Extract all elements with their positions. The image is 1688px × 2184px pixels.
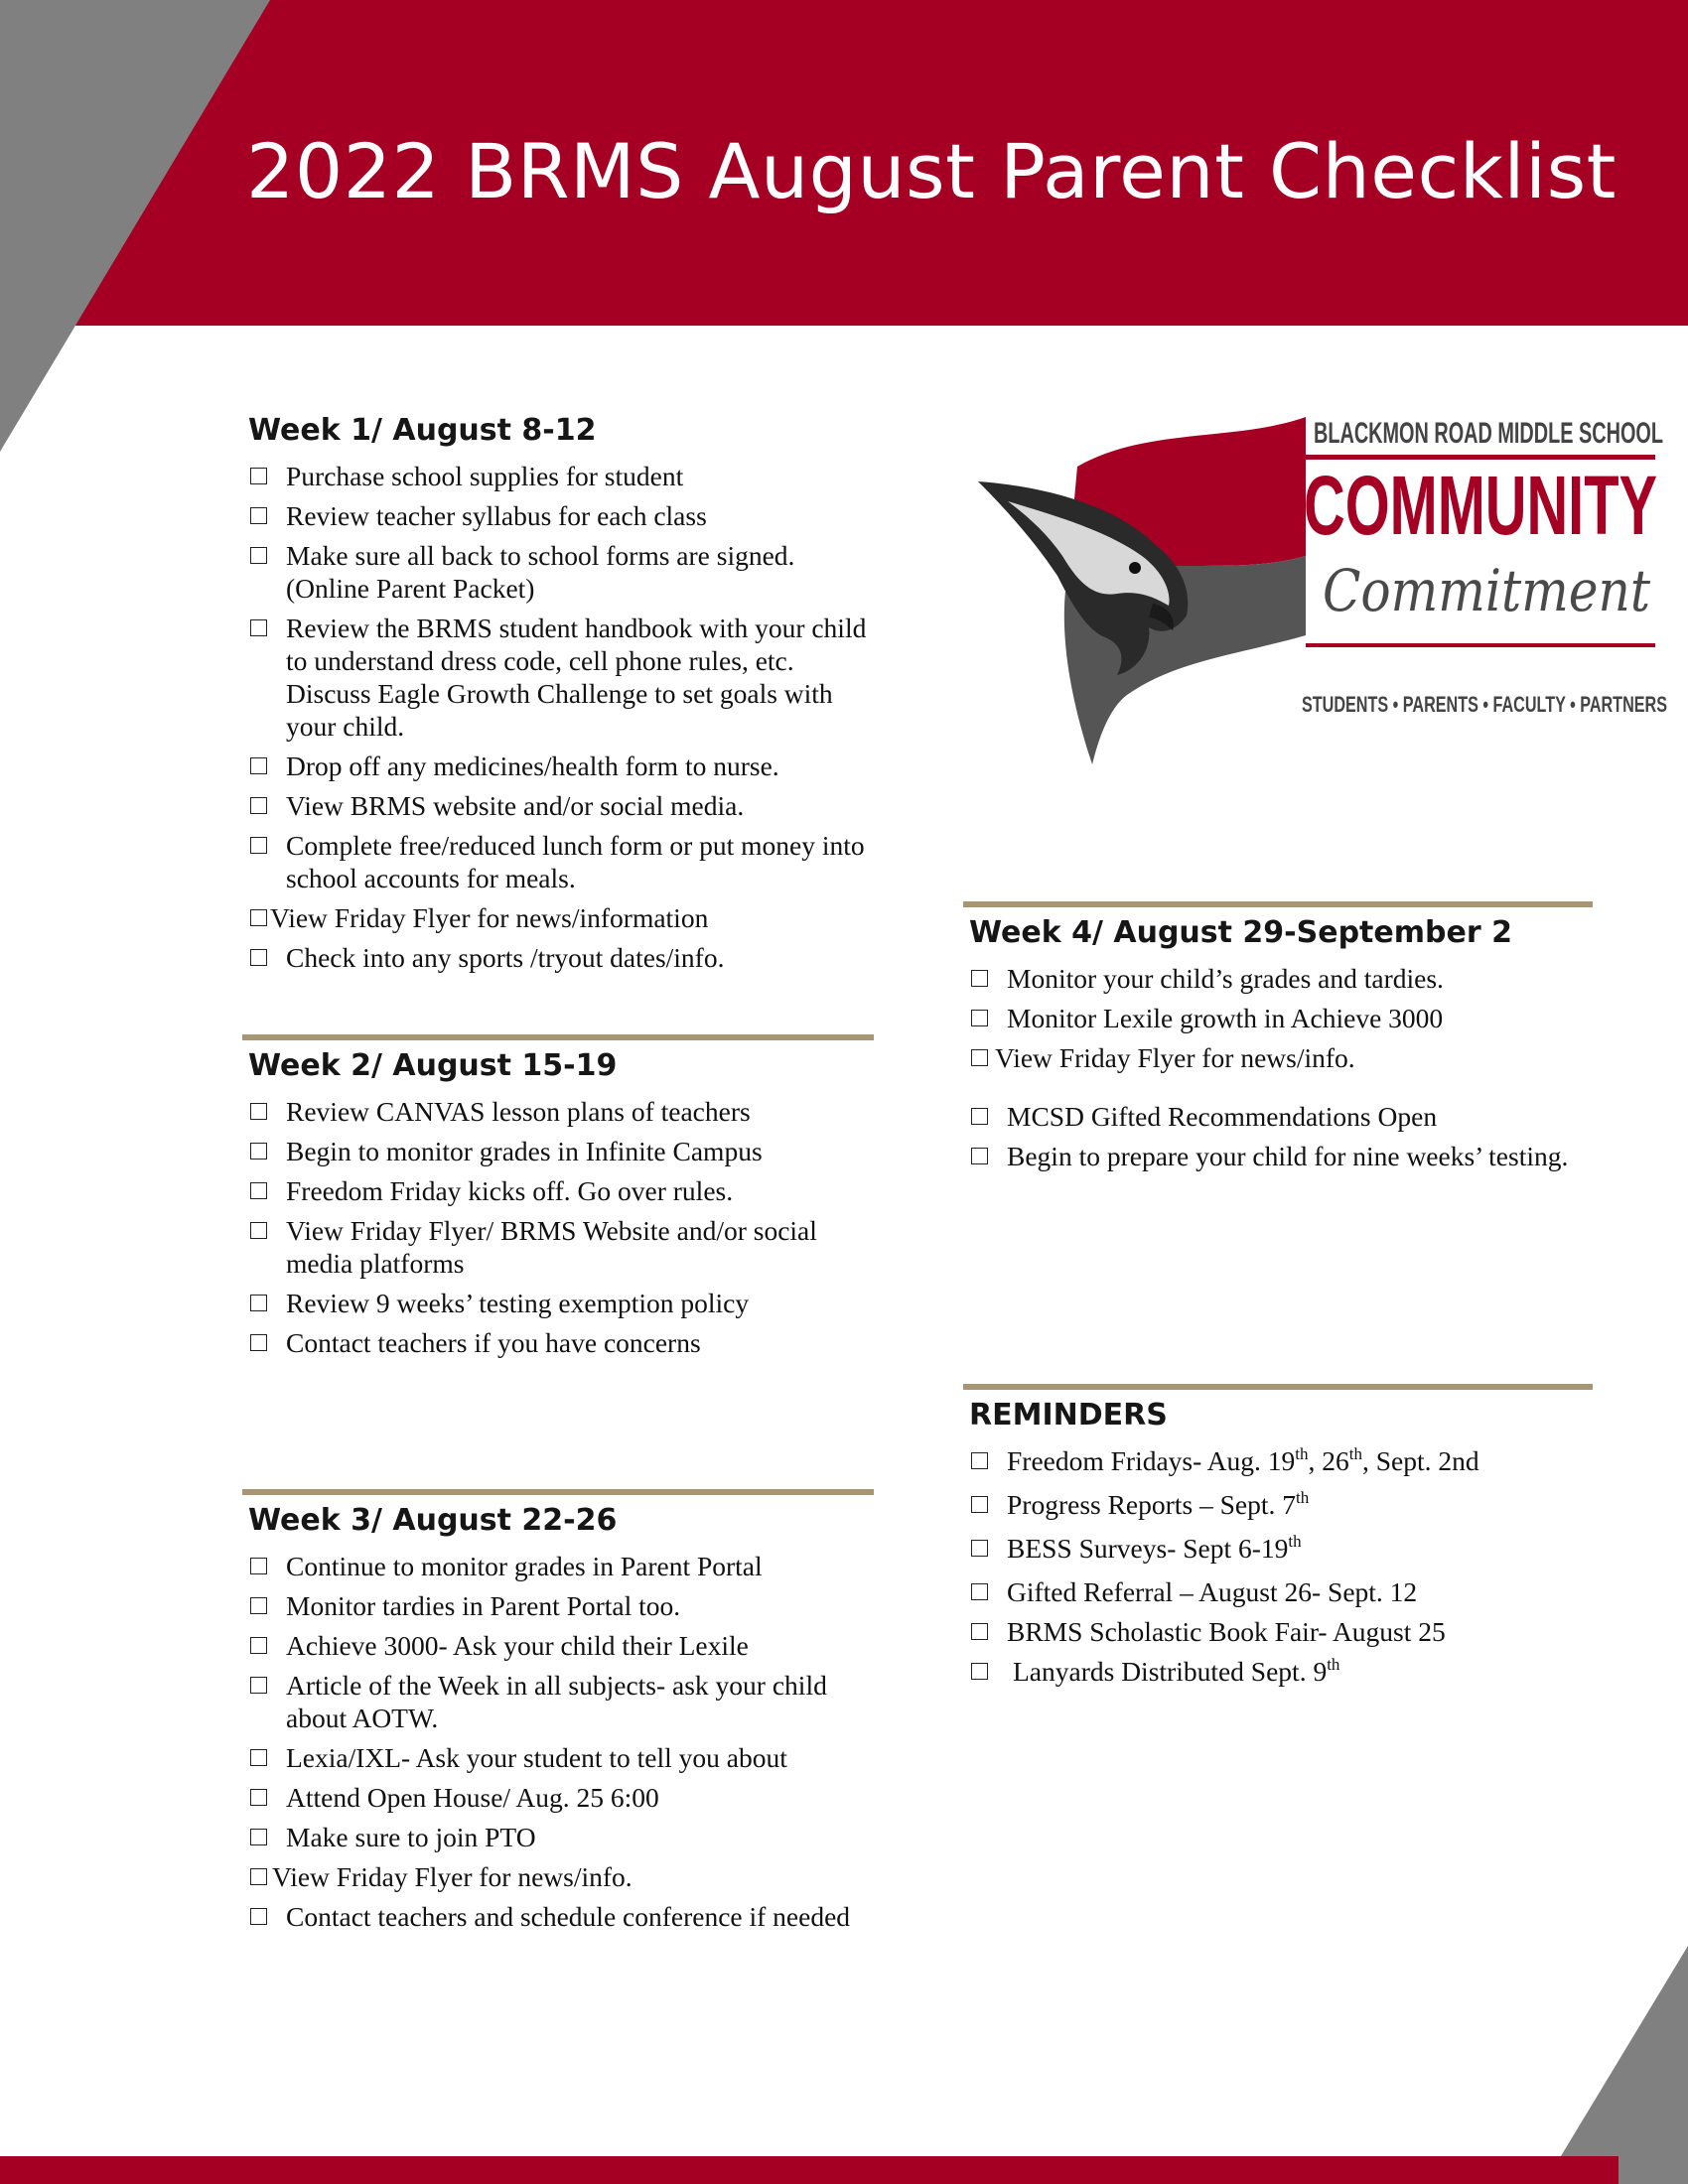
checkbox[interactable] bbox=[250, 1334, 267, 1351]
logo-rule-bottom bbox=[1306, 643, 1655, 647]
week2-heading: Week 2/ August 15-19 bbox=[248, 1048, 618, 1083]
checkbox[interactable] bbox=[250, 1103, 267, 1120]
reminders-section bbox=[963, 1384, 1593, 1699]
list-item: Make sure to join PTO bbox=[242, 1821, 874, 1853]
school-logo bbox=[978, 407, 1667, 774]
list-item: Review teacher syllabus for each class bbox=[242, 499, 878, 532]
list-item: Freedom Fridays- Aug. 19th, 26th, Sept. 2nd bbox=[963, 1444, 1593, 1481]
checkbox[interactable] bbox=[250, 949, 267, 966]
checkbox[interactable] bbox=[250, 1789, 267, 1806]
list-item: Review 9 weeks’ testing exemption policy bbox=[242, 1287, 874, 1319]
checkbox[interactable] bbox=[250, 909, 267, 926]
checkbox[interactable] bbox=[250, 1677, 267, 1694]
list-item: BESS Surveys- Sept 6-19th bbox=[963, 1532, 1593, 1569]
checkbox[interactable] bbox=[971, 970, 988, 987]
list-item: Monitor tardies in Parent Portal too. bbox=[242, 1589, 874, 1622]
checkbox[interactable] bbox=[250, 1908, 267, 1925]
list-item: Article of the Week in all subjects- ask your child about AOTW. bbox=[242, 1669, 874, 1734]
checkbox[interactable] bbox=[971, 1010, 988, 1026]
checkbox[interactable] bbox=[971, 1049, 988, 1066]
list-item: Contact teachers if you have concerns bbox=[242, 1326, 874, 1359]
checkbox[interactable] bbox=[250, 1749, 267, 1766]
list-item: View Friday Flyer for news/information bbox=[242, 901, 878, 934]
reminders-divider bbox=[963, 1384, 1593, 1390]
checkbox[interactable] bbox=[971, 1623, 988, 1640]
eagle-eye-icon bbox=[1129, 562, 1141, 574]
list-item: Monitor Lexile growth in Achieve 3000 bbox=[963, 1002, 1593, 1034]
list-item: Begin to prepare your child for nine weeks’ testing. bbox=[963, 1140, 1593, 1172]
week1-heading: Week 1/ August 8-12 bbox=[248, 413, 597, 448]
checkbox[interactable] bbox=[250, 837, 267, 854]
checkbox[interactable] bbox=[971, 1496, 988, 1513]
page-title: 2022 BRMS August Parent Checklist bbox=[246, 127, 1617, 215]
checkbox[interactable] bbox=[250, 1295, 267, 1311]
list-item: Continue to monitor grades in Parent Portal bbox=[242, 1550, 874, 1582]
checkbox[interactable] bbox=[250, 619, 267, 636]
checkbox[interactable] bbox=[250, 1182, 267, 1199]
checkbox[interactable] bbox=[250, 797, 267, 814]
checkbox[interactable] bbox=[971, 1108, 988, 1125]
list-item: Lanyards Distributed Sept. 9th bbox=[963, 1655, 1593, 1692]
list-item: View Friday Flyer for news/info. bbox=[242, 1860, 874, 1893]
list-item: Contact teachers and schedule conference if needed bbox=[242, 1900, 874, 1933]
logo-school-name: BLACKMON ROAD MIDDLE SCHOOL bbox=[1314, 417, 1663, 450]
week4-list-2 bbox=[963, 1100, 1593, 1172]
reminders-list bbox=[963, 1444, 1593, 1692]
checkbox[interactable] bbox=[971, 1148, 988, 1164]
checkbox[interactable] bbox=[971, 1583, 988, 1600]
week4-divider bbox=[963, 901, 1593, 907]
list-item: Monitor your child’s grades and tardies. bbox=[963, 962, 1593, 995]
week4-heading: Week 4/ August 29-September 2 bbox=[969, 915, 1512, 950]
checkbox[interactable] bbox=[250, 468, 267, 484]
checkbox[interactable] bbox=[250, 1558, 267, 1574]
week3-divider bbox=[242, 1489, 874, 1495]
list-item: BRMS Scholastic Book Fair- August 25 bbox=[963, 1615, 1593, 1648]
list-item: Complete free/reduced lunch form or put money into school accounts for meals. bbox=[242, 829, 878, 894]
week4-section bbox=[963, 901, 1593, 1179]
week1-section bbox=[242, 413, 878, 981]
week3-section bbox=[242, 1489, 874, 1940]
logo-commitment: Commitment bbox=[1323, 557, 1651, 624]
bottom-right-gray-corner bbox=[1544, 1946, 1688, 2184]
week2-list bbox=[242, 1095, 874, 1359]
checkbox[interactable] bbox=[250, 1868, 267, 1885]
checkbox[interactable] bbox=[971, 1540, 988, 1557]
list-item: View Friday Flyer for news/info. bbox=[963, 1041, 1593, 1074]
week1-list bbox=[242, 460, 878, 974]
list-item: Freedom Friday kicks off. Go over rules. bbox=[242, 1174, 874, 1207]
list-item: View BRMS website and/or social media. bbox=[242, 789, 878, 822]
checkbox[interactable] bbox=[250, 507, 267, 524]
list-item: Begin to monitor grades in Infinite Campus bbox=[242, 1135, 874, 1167]
checkbox[interactable] bbox=[250, 1597, 267, 1614]
checkbox[interactable] bbox=[250, 1829, 267, 1845]
list-item: MCSD Gifted Recommendations Open bbox=[963, 1100, 1593, 1133]
list-item: Check into any sports /tryout dates/info. bbox=[242, 941, 878, 974]
logo-tagline: STUDENTS • PARENTS • FACULTY • PARTNERS bbox=[1302, 692, 1667, 717]
list-item: View Friday Flyer/ BRMS Website and/or social media platforms bbox=[242, 1214, 874, 1280]
checkbox[interactable] bbox=[250, 547, 267, 564]
list-item: Progress Reports – Sept. 7th bbox=[963, 1488, 1593, 1525]
week2-divider bbox=[242, 1034, 874, 1040]
list-item: Make sure all back to school forms are signed. (Online Parent Packet) bbox=[242, 539, 878, 605]
checkbox[interactable] bbox=[250, 1143, 267, 1160]
reminders-heading: REMINDERS bbox=[969, 1398, 1168, 1433]
footer-band bbox=[0, 2156, 1618, 2184]
list-item: Lexia/IXL- Ask your student to tell you about bbox=[242, 1741, 874, 1774]
list-item: Review the BRMS student handbook with your child to understand dress code, cell phone rules, etc. Discuss Eagle Growth Challenge to set goals with your child. bbox=[242, 612, 878, 743]
checkbox[interactable] bbox=[971, 1452, 988, 1469]
list-item: Review CANVAS lesson plans of teachers bbox=[242, 1095, 874, 1128]
week2-section bbox=[242, 1034, 874, 1366]
week4-list bbox=[963, 962, 1593, 1074]
list-item: Achieve 3000- Ask your child their Lexile bbox=[242, 1629, 874, 1662]
checkbox[interactable] bbox=[971, 1663, 988, 1680]
list-item: Attend Open House/ Aug. 25 6:00 bbox=[242, 1781, 874, 1814]
week3-heading: Week 3/ August 22-26 bbox=[248, 1503, 618, 1538]
week3-list bbox=[242, 1550, 874, 1933]
checkbox[interactable] bbox=[250, 1637, 267, 1654]
logo-community: COMMUNITY bbox=[1304, 459, 1657, 552]
checkbox[interactable] bbox=[250, 757, 267, 774]
checkbox[interactable] bbox=[250, 1222, 267, 1239]
list-item: Purchase school supplies for student bbox=[242, 460, 878, 492]
list-item: Gifted Referral – August 26- Sept. 12 bbox=[963, 1575, 1593, 1608]
list-item: Drop off any medicines/health form to nurse. bbox=[242, 750, 878, 782]
